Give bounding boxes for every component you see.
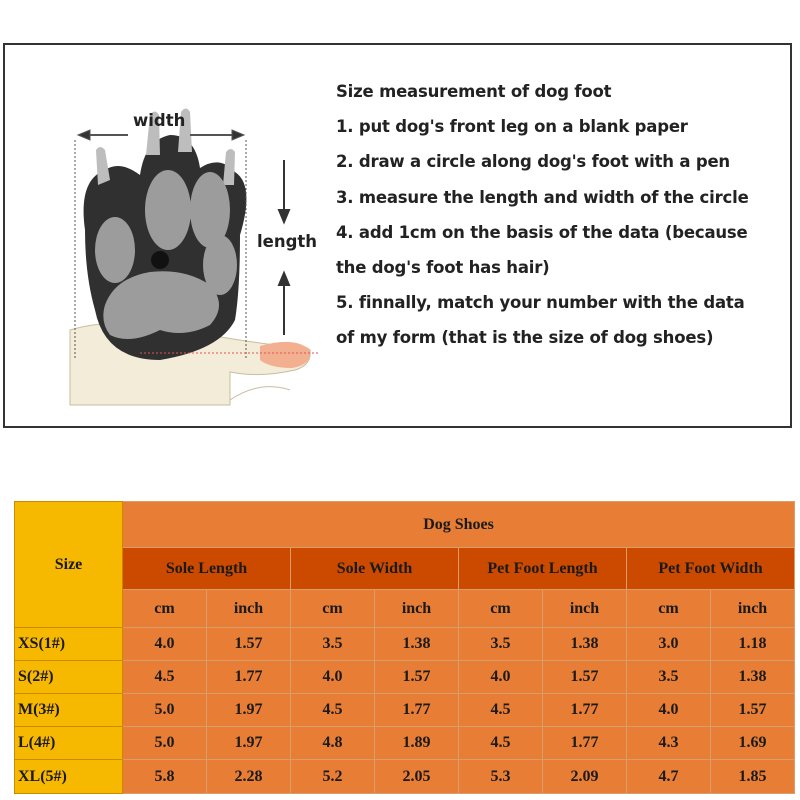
- instructions-title: Size measurement of dog foot: [336, 82, 612, 101]
- measurement-instructions: [336, 74, 786, 356]
- instruction-step: 2. draw a circle along dog's foot with a pen: [336, 152, 730, 172]
- table-cell: 5.0: [123, 727, 207, 760]
- size-column-header: Size: [15, 502, 123, 628]
- table-cell: 1.77: [543, 727, 627, 760]
- table-cell: 5.0: [123, 694, 207, 727]
- table-row: [15, 628, 795, 661]
- table-cell: 5.3: [459, 760, 543, 794]
- table-cell: 4.3: [627, 727, 711, 760]
- table-row: [15, 727, 795, 760]
- table-title: Dog Shoes: [123, 502, 795, 548]
- table-cell: 2.09: [543, 760, 627, 794]
- table-cell: 1.77: [207, 661, 291, 694]
- table-row: [15, 694, 795, 727]
- table-cell: 4.0: [291, 661, 375, 694]
- table-cell: 1.69: [711, 727, 795, 760]
- table-cell: 3.5: [291, 628, 375, 661]
- table-cell: 1.57: [207, 628, 291, 661]
- size-label: XS(1#): [15, 628, 123, 661]
- table-cell: 4.0: [459, 661, 543, 694]
- unit-header: inch: [375, 590, 459, 628]
- table-cell: 1.97: [207, 694, 291, 727]
- unit-header: cm: [123, 590, 207, 628]
- paw-icon: [84, 109, 247, 361]
- table-cell: 1.18: [711, 628, 795, 661]
- table-cell: 1.57: [543, 661, 627, 694]
- table-cell: 4.7: [627, 760, 711, 794]
- table-cell: 1.77: [543, 694, 627, 727]
- instruction-step: 1. put dog's front leg on a blank paper: [336, 117, 688, 137]
- unit-header: inch: [711, 590, 795, 628]
- group-header-pet-foot-width: Pet Foot Width: [627, 548, 795, 590]
- instruction-step: the dog's foot has hair): [336, 258, 550, 278]
- table-cell: 4.8: [291, 727, 375, 760]
- table-cell: 1.38: [543, 628, 627, 661]
- table-cell: 4.5: [291, 694, 375, 727]
- size-label: XL(5#): [15, 760, 123, 794]
- instruction-step: of my form (that is the size of dog shoes): [336, 328, 714, 348]
- table-cell: 4.0: [627, 694, 711, 727]
- table-cell: 1.77: [375, 694, 459, 727]
- unit-header: inch: [207, 590, 291, 628]
- table-cell: 1.38: [375, 628, 459, 661]
- size-label: L(4#): [15, 727, 123, 760]
- table-cell: 4.5: [459, 694, 543, 727]
- table-cell: 2.05: [375, 760, 459, 794]
- table-cell: 3.5: [459, 628, 543, 661]
- unit-header: cm: [627, 590, 711, 628]
- length-label: length: [257, 232, 318, 251]
- table-cell: 5.8: [123, 760, 207, 794]
- table-cell: 1.89: [375, 727, 459, 760]
- table-cell: 1.57: [711, 694, 795, 727]
- size-chart-table: [14, 501, 795, 794]
- table-cell: 4.0: [123, 628, 207, 661]
- unit-header: cm: [459, 590, 543, 628]
- table-row: [15, 661, 795, 694]
- size-label: S(2#): [15, 661, 123, 694]
- table-cell: 4.5: [459, 727, 543, 760]
- table-cell: 3.0: [627, 628, 711, 661]
- group-header-sole-length: Sole Length: [123, 548, 291, 590]
- size-label: M(3#): [15, 694, 123, 727]
- table-cell: 1.97: [207, 727, 291, 760]
- unit-header: inch: [543, 590, 627, 628]
- table-cell: 4.5: [123, 661, 207, 694]
- group-header-pet-foot-length: Pet Foot Length: [459, 548, 627, 590]
- group-header-sole-width: Sole Width: [291, 548, 459, 590]
- width-label: width: [133, 111, 186, 130]
- table-cell: 2.28: [207, 760, 291, 794]
- instruction-step: 3. measure the length and width of the circle: [336, 187, 749, 207]
- table-cell: 3.5: [627, 661, 711, 694]
- instruction-step: 5. finnally, match your number with the data: [336, 293, 745, 313]
- unit-header: cm: [291, 590, 375, 628]
- table-cell: 1.85: [711, 760, 795, 794]
- table-cell: 1.57: [375, 661, 459, 694]
- table-cell: 1.38: [711, 661, 795, 694]
- table-row: [15, 760, 795, 794]
- table-cell: 5.2: [291, 760, 375, 794]
- instruction-step: 4. add 1cm on the basis of the data (because: [336, 222, 748, 242]
